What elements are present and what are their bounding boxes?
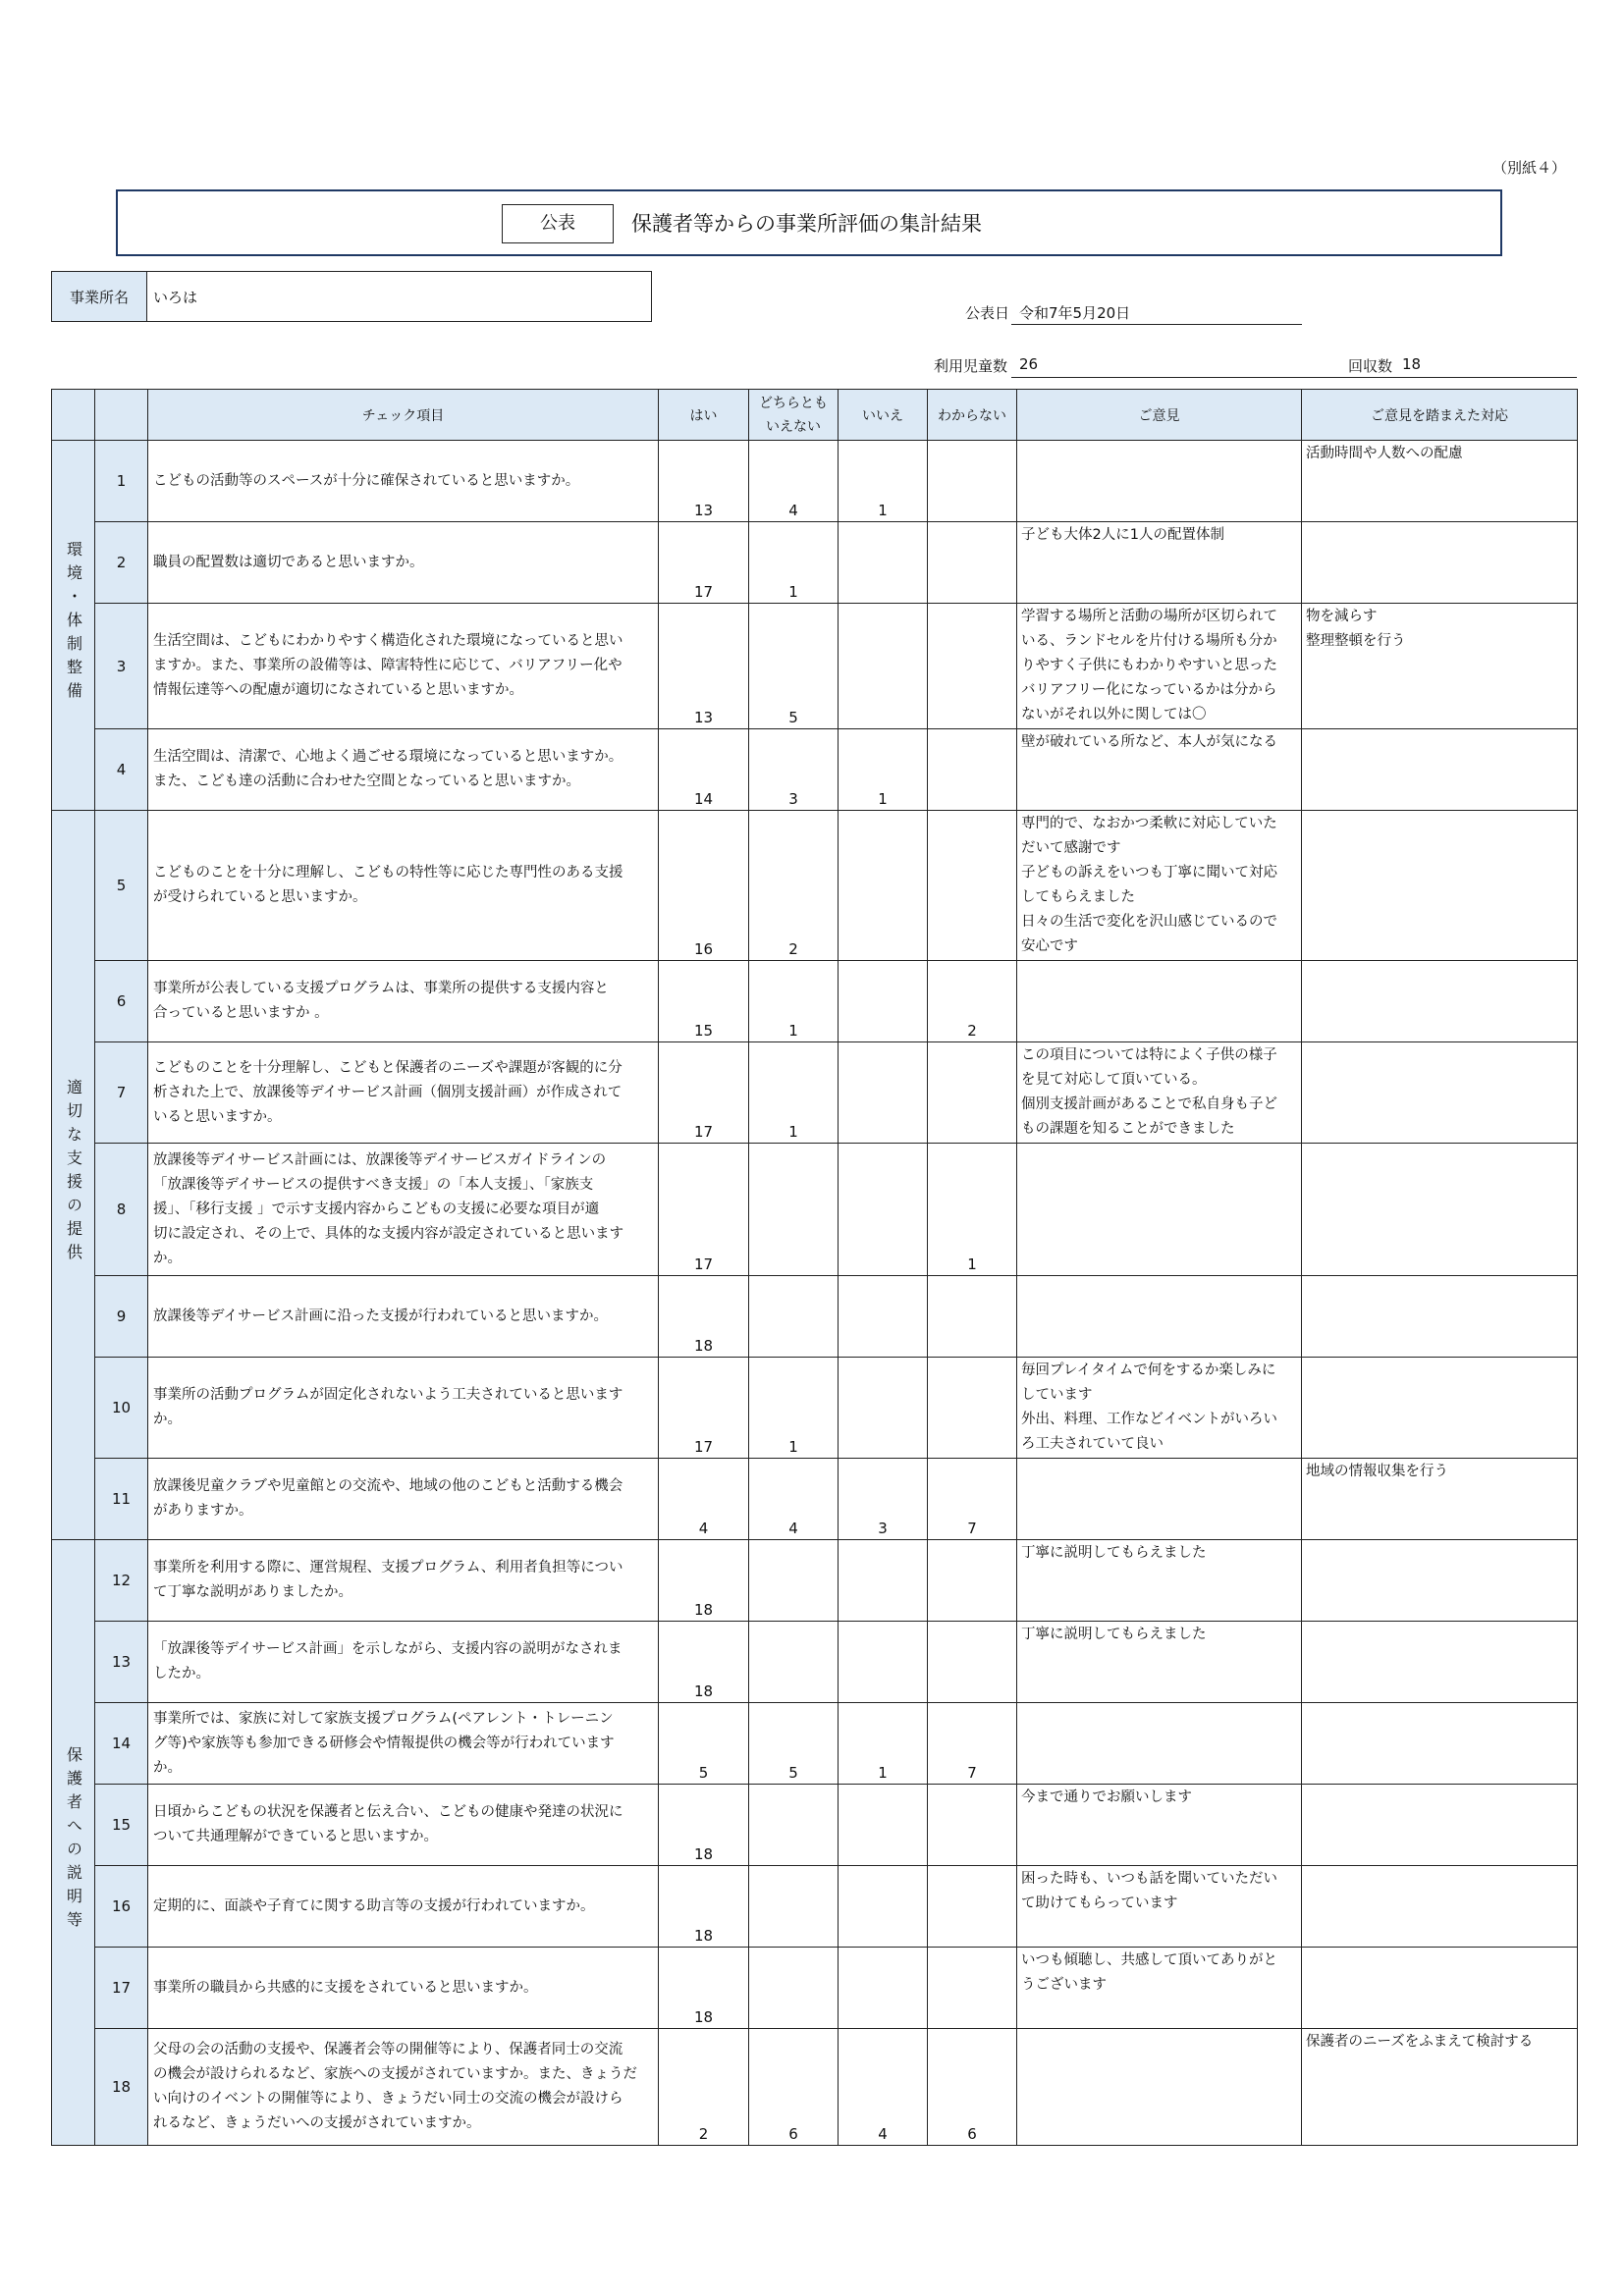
opinion-line: ないがそれ以外に関しては〇 xyxy=(1021,707,1207,722)
q-line: 放課後等デイサービス計画には、放課後等デイサービスガイドラインの xyxy=(153,1151,607,1168)
count-no: 1 xyxy=(839,729,928,811)
table-row xyxy=(52,1276,1578,1358)
question-text xyxy=(148,961,659,1042)
count-unknown xyxy=(928,1948,1017,2029)
opinion-line: 困った時も、いつも話を聞いていただい xyxy=(1021,1871,1277,1887)
opinion-line: 子ども大体2人に1人の配置体制 xyxy=(1021,527,1224,543)
table-row xyxy=(52,961,1578,1042)
table-row xyxy=(52,1459,1578,1540)
opinion-line: て助けてもらっています xyxy=(1021,1896,1178,1911)
response-line: 保護者のニーズをふまえて検討する xyxy=(1306,2034,1534,2050)
section-label xyxy=(52,1540,95,2146)
opinion-cell xyxy=(1017,2029,1302,2146)
response-line: 整理整頓を行う xyxy=(1306,633,1406,649)
count-yes: 13 xyxy=(659,604,749,729)
response-line: 活動時間や人数への配慮 xyxy=(1306,446,1463,461)
q-line: の機会が設けられるなど、家族への支援がされていますか。また、きょうだ xyxy=(153,2066,637,2082)
response-cell xyxy=(1302,1459,1578,1540)
row-number: 9 xyxy=(95,1276,148,1358)
count-no xyxy=(839,961,928,1042)
response-cell xyxy=(1302,811,1578,961)
count-no xyxy=(839,522,928,604)
opinion-line: 子どもの訴えをいつも丁寧に聞いて対応 xyxy=(1021,865,1277,881)
question-text xyxy=(148,2029,659,2146)
count-unknown xyxy=(928,1358,1017,1459)
q-line: か。 xyxy=(153,1412,182,1427)
table-header xyxy=(52,390,1578,441)
annex-label: （別紙４） xyxy=(1492,159,1567,177)
opinion-cell xyxy=(1017,1703,1302,1785)
row-number: 5 xyxy=(95,811,148,961)
count-unknown xyxy=(928,729,1017,811)
opinion-cell xyxy=(1017,1622,1302,1703)
q-line: したか。 xyxy=(153,1666,210,1682)
section-label-text: 適切な支援の提供 xyxy=(64,1079,83,1267)
q-line: 合っていると思いますか 。 xyxy=(153,1005,329,1021)
opinion-cell xyxy=(1017,1948,1302,2029)
count-unknown xyxy=(928,1276,1017,1358)
response-cell xyxy=(1302,1948,1578,2029)
count-neither xyxy=(749,1144,839,1276)
count-no: 1 xyxy=(839,441,928,522)
opinion-cell xyxy=(1017,1144,1302,1276)
q-line: が受けられていると思いますか。 xyxy=(153,889,367,905)
q-line: い向けのイベントの開催等により、きょうだい同士の交流の機会が設けら xyxy=(153,2091,623,2107)
count-no xyxy=(839,1948,928,2029)
count-yes: 18 xyxy=(659,1622,749,1703)
row-number: 8 xyxy=(95,1144,148,1276)
header-unknown: わからない xyxy=(928,390,1017,441)
count-no xyxy=(839,1358,928,1459)
count-neither: 1 xyxy=(749,522,839,604)
count-unknown xyxy=(928,1866,1017,1948)
q-line: 生活空間は、清潔で、心地よく過ごせる環境になっていると思いますか。 xyxy=(153,749,623,765)
count-unknown xyxy=(928,1785,1017,1866)
q-line: 援」、「移行支援 」で示す支援内容からこどもの支援に必要な項目が適 xyxy=(153,1201,600,1217)
section-label-text: 環境・体制整備 xyxy=(64,541,83,706)
count-unknown: 2 xyxy=(928,961,1017,1042)
opinion-line: 専門的で、なおかつ柔軟に対応していた xyxy=(1021,816,1277,831)
question-text xyxy=(148,1540,659,1622)
response-line: 地域の情報収集を行う xyxy=(1306,1464,1448,1479)
row-number: 3 xyxy=(95,604,148,729)
count-neither xyxy=(749,1540,839,1622)
count-no xyxy=(839,1785,928,1866)
section-label-text: 保護者への説明等 xyxy=(64,1746,83,1935)
question-text xyxy=(148,522,659,604)
opinion-cell xyxy=(1017,961,1302,1042)
response-cell xyxy=(1302,1866,1578,1948)
count-yes: 18 xyxy=(659,1276,749,1358)
question-text xyxy=(148,441,659,522)
table-body xyxy=(52,441,1578,2146)
q-line: グ等)や家族等も参加できる研修会や情報提供の機会等が行われています xyxy=(153,1735,615,1751)
count-yes: 18 xyxy=(659,1866,749,1948)
count-unknown: 1 xyxy=(928,1144,1017,1276)
question-text xyxy=(148,729,659,811)
response-line: 物を減らす xyxy=(1306,609,1378,624)
count-neither: 4 xyxy=(749,1459,839,1540)
opinion-cell xyxy=(1017,811,1302,961)
q-line: また、こども達の活動に合わせた空間となっていると思いますか。 xyxy=(153,774,580,789)
opinion-line: 個別支援計画があることで私自身も子ど xyxy=(1021,1096,1277,1112)
opinion-cell xyxy=(1017,729,1302,811)
count-no: 3 xyxy=(839,1459,928,1540)
count-neither: 5 xyxy=(749,604,839,729)
q-line: がありますか。 xyxy=(153,1503,253,1519)
table-row xyxy=(52,1866,1578,1948)
opinion-cell xyxy=(1017,1866,1302,1948)
count-no xyxy=(839,604,928,729)
table-row xyxy=(52,1042,1578,1144)
count-no xyxy=(839,811,928,961)
opinion-line: 外出、料理、工作などイベントがいろい xyxy=(1021,1412,1277,1427)
count-no: 1 xyxy=(839,1703,928,1785)
count-unknown xyxy=(928,811,1017,961)
count-yes: 17 xyxy=(659,522,749,604)
count-neither: 5 xyxy=(749,1703,839,1785)
opinion-line: を見て対応して頂いている。 xyxy=(1021,1072,1207,1088)
opinion-line: 毎回プレイタイムで何をするか楽しみに xyxy=(1021,1362,1276,1378)
response-cell xyxy=(1302,1144,1578,1276)
response-cell xyxy=(1302,1358,1578,1459)
q-line: 「放課後等デイサービス計画」を示しながら、支援内容の説明がなされま xyxy=(153,1641,623,1657)
users-value: 26 xyxy=(1019,355,1039,373)
opinion-line: 今まで通りでお願いします xyxy=(1021,1789,1192,1805)
count-yes: 18 xyxy=(659,1785,749,1866)
opinion-line: いる、ランドセルを片付ける場所も分か xyxy=(1021,633,1277,649)
publish-date-value: 令和7年5月20日 xyxy=(1019,304,1131,322)
count-no xyxy=(839,1540,928,1622)
table-row xyxy=(52,441,1578,522)
row-number: 4 xyxy=(95,729,148,811)
q-line: いると思いますか。 xyxy=(153,1108,282,1125)
table-row xyxy=(52,522,1578,604)
count-unknown xyxy=(928,522,1017,604)
q-line: 定期的に、面談や子育てに関する助言等の支援が行われていますか。 xyxy=(153,1897,595,1914)
header-section xyxy=(52,390,95,441)
opinion-line: 丁寧に説明してもらえました xyxy=(1021,1545,1207,1561)
facility-label: 事業所名 xyxy=(52,272,147,321)
section-label xyxy=(52,811,95,1540)
question-text xyxy=(148,811,659,961)
table-row xyxy=(52,1703,1578,1785)
opinion-cell xyxy=(1017,1459,1302,1540)
question-text xyxy=(148,1459,659,1540)
header-response: ご意見を踏まえた対応 xyxy=(1302,390,1578,441)
title-box xyxy=(116,189,1502,256)
table-row xyxy=(52,2029,1578,2146)
question-text xyxy=(148,1042,659,1144)
opinion-cell xyxy=(1017,441,1302,522)
table-row xyxy=(52,604,1578,729)
response-cell xyxy=(1302,2029,1578,2146)
q-line: 事業所が公表している支援プログラムは、事業所の提供する支援内容と xyxy=(153,981,609,996)
response-cell xyxy=(1302,604,1578,729)
count-neither xyxy=(749,1785,839,1866)
count-unknown xyxy=(928,1042,1017,1144)
count-yes: 17 xyxy=(659,1042,749,1144)
count-unknown xyxy=(928,1540,1017,1622)
opinion-line: うございます xyxy=(1021,1977,1107,1993)
count-unknown xyxy=(928,441,1017,522)
section-label xyxy=(52,441,95,811)
count-neither xyxy=(749,1276,839,1358)
q-line: 事業所の活動プログラムが固定化されないよう工夫されていると思います xyxy=(153,1387,623,1403)
opinion-line: 壁が破れている所など、本人が気になる xyxy=(1021,734,1277,750)
opinion-line: ろ工夫されていて良い xyxy=(1021,1436,1164,1452)
q-line: か。 xyxy=(153,1250,182,1266)
count-neither: 1 xyxy=(749,961,839,1042)
evaluation-table xyxy=(51,389,1578,2146)
opinion-line: 安心です xyxy=(1021,938,1078,954)
opinion-line: しています xyxy=(1021,1387,1093,1403)
q-line: ますか。また、事業所の設備等は、障害特性に応じて、バリアフリー化や xyxy=(153,658,623,673)
count-yes: 2 xyxy=(659,2029,749,2146)
count-no xyxy=(839,1276,928,1358)
table-row xyxy=(52,1144,1578,1276)
facility-name-box xyxy=(51,271,652,322)
q-line: 職員の配置数は適切であると思いますか。 xyxy=(153,554,424,570)
q-line: 日頃からこどもの状況を保護者と伝え合い、こどもの健康や発達の状況に xyxy=(153,1804,623,1820)
count-neither: 4 xyxy=(749,441,839,522)
count-neither: 6 xyxy=(749,2029,839,2146)
count-yes: 4 xyxy=(659,1459,749,1540)
facility-value: いろは xyxy=(153,288,198,306)
count-yes: 14 xyxy=(659,729,749,811)
opinion-line: いつも傾聴し、共感して頂いてありがと xyxy=(1021,1952,1277,1968)
q-line: こどものことを十分理解し、こどもと保護者のニーズや課題が客観的に分 xyxy=(153,1059,623,1076)
count-yes: 17 xyxy=(659,1358,749,1459)
count-no xyxy=(839,1042,928,1144)
header-item: チェック項目 xyxy=(148,390,659,441)
count-neither: 1 xyxy=(749,1358,839,1459)
opinion-line: 丁寧に説明してもらえました xyxy=(1021,1627,1207,1642)
row-number: 13 xyxy=(95,1622,148,1703)
q-line: ついて共通理解ができていると思いますか。 xyxy=(153,1829,438,1844)
count-unknown: 7 xyxy=(928,1703,1017,1785)
opinion-line: 学習する場所と活動の場所が区切られて xyxy=(1021,609,1277,624)
q-line: 切に設定され、その上で、具体的な支援内容が設定されていると思います xyxy=(153,1225,624,1242)
question-text xyxy=(148,1785,659,1866)
response-cell xyxy=(1302,1276,1578,1358)
opinion-cell xyxy=(1017,1042,1302,1144)
users-underline xyxy=(1011,377,1577,378)
count-no xyxy=(839,1144,928,1276)
opinion-line: りやすく子供にもわかりやすいと思った xyxy=(1021,658,1277,673)
table-row xyxy=(52,1540,1578,1622)
question-text xyxy=(148,1622,659,1703)
table-row xyxy=(52,1785,1578,1866)
count-unknown: 7 xyxy=(928,1459,1017,1540)
q-line: 「放課後等デイサービスの提供すべき支援」の「本人支援」、「家族支 xyxy=(153,1176,594,1193)
header-no: いいえ xyxy=(839,390,928,441)
opinion-cell xyxy=(1017,1276,1302,1358)
opinion-cell xyxy=(1017,1785,1302,1866)
row-number: 7 xyxy=(95,1042,148,1144)
count-yes: 16 xyxy=(659,811,749,961)
question-text xyxy=(148,1703,659,1785)
count-unknown xyxy=(928,604,1017,729)
table-row xyxy=(52,1948,1578,2029)
header-opinion: ご意見 xyxy=(1017,390,1302,441)
row-number: 2 xyxy=(95,522,148,604)
response-cell xyxy=(1302,729,1578,811)
opinion-line: 日々の生活で変化を沢山感じているので xyxy=(1021,914,1277,930)
row-number: 17 xyxy=(95,1948,148,2029)
response-cell xyxy=(1302,1042,1578,1144)
q-line: 放課後等デイサービス計画に沿った支援が行われていると思いますか。 xyxy=(153,1308,608,1324)
q-line: 事業所では、家族に対して家族支援プログラム(ペアレント・トレーニン xyxy=(153,1710,614,1727)
count-yes: 5 xyxy=(659,1703,749,1785)
q-line: 事業所を利用する際に、運営規程、支援プログラム、利用者負担等につい xyxy=(153,1560,623,1575)
row-number: 16 xyxy=(95,1866,148,1948)
q-line: れるなど、きょうだいへの支援がされていますか。 xyxy=(153,2115,481,2131)
q-line: か。 xyxy=(153,1759,182,1776)
count-neither xyxy=(749,1948,839,2029)
q-line: 情報伝達等への配慮が適切になされていると思いますか。 xyxy=(153,682,523,698)
count-neither xyxy=(749,1622,839,1703)
response-cell xyxy=(1302,1703,1578,1785)
count-no: 4 xyxy=(839,2029,928,2146)
header-number xyxy=(95,390,148,441)
responses-value: 18 xyxy=(1402,355,1422,373)
page-title: 保護者等からの事業所評価の集計結果 xyxy=(631,212,982,236)
q-line: 生活空間は、こどもにわかりやすく構造化された環境になっていると思い xyxy=(153,633,623,649)
count-unknown: 6 xyxy=(928,2029,1017,2146)
row-number: 18 xyxy=(95,2029,148,2146)
response-cell xyxy=(1302,441,1578,522)
response-cell xyxy=(1302,1540,1578,1622)
response-cell xyxy=(1302,1785,1578,1866)
row-number: 1 xyxy=(95,441,148,522)
count-neither: 3 xyxy=(749,729,839,811)
row-number: 11 xyxy=(95,1459,148,1540)
row-number: 12 xyxy=(95,1540,148,1622)
row-number: 14 xyxy=(95,1703,148,1785)
response-cell xyxy=(1302,522,1578,604)
q-line: 父母の会の活動の支援や、保護者会等の開催等により、保護者同士の交流 xyxy=(153,2042,623,2057)
table-row xyxy=(52,1358,1578,1459)
q-line: 放課後児童クラブや児童館との交流や、地域の他のこどもと活動する機会 xyxy=(153,1478,623,1494)
question-text xyxy=(148,1144,659,1276)
count-no xyxy=(839,1622,928,1703)
responses-label: 回収数 xyxy=(1348,357,1393,375)
count-yes: 17 xyxy=(659,1144,749,1276)
opinion-cell xyxy=(1017,604,1302,729)
opinion-cell xyxy=(1017,1540,1302,1622)
q-line: こどもの活動等のスペースが十分に確保されていると思いますか。 xyxy=(153,472,580,489)
q-line: 析された上で、放課後等デイサービス計画（個別支援計画）が作成されて xyxy=(153,1084,623,1100)
question-text xyxy=(148,1866,659,1948)
opinion-line: バリアフリー化になっているかは分から xyxy=(1021,682,1277,698)
table-row xyxy=(52,811,1578,961)
count-unknown xyxy=(928,1622,1017,1703)
table-row xyxy=(52,729,1578,811)
count-neither: 2 xyxy=(749,811,839,961)
header-neither: どちらとも いえない xyxy=(749,390,839,441)
count-yes: 13 xyxy=(659,441,749,522)
count-neither: 1 xyxy=(749,1042,839,1144)
opinion-cell xyxy=(1017,1358,1302,1459)
question-text xyxy=(148,604,659,729)
count-yes: 18 xyxy=(659,1540,749,1622)
opinion-line: だいて感謝です xyxy=(1021,840,1121,856)
table-row xyxy=(52,1622,1578,1703)
publish-tag: 公表 xyxy=(502,204,614,243)
opinion-line: してもらえました xyxy=(1021,889,1135,905)
q-line: こどものことを十分に理解し、こどもの特性等に応じた専門性のある支援 xyxy=(153,865,623,881)
question-text xyxy=(148,1948,659,2029)
row-number: 6 xyxy=(95,961,148,1042)
publish-date-underline xyxy=(1011,324,1302,325)
users-label: 利用児童数 xyxy=(934,357,1008,375)
q-line: 事業所の職員から共感的に支援をされていると思いますか。 xyxy=(153,1979,538,1996)
header-yes: はい xyxy=(659,390,749,441)
count-yes: 15 xyxy=(659,961,749,1042)
opinion-line: この項目については特によく子供の様子 xyxy=(1021,1047,1277,1063)
count-neither xyxy=(749,1866,839,1948)
count-yes: 18 xyxy=(659,1948,749,2029)
count-no xyxy=(839,1866,928,1948)
publish-date-label: 公表日 xyxy=(965,304,1010,322)
response-cell xyxy=(1302,1622,1578,1703)
question-text xyxy=(148,1276,659,1358)
opinion-line: もの課題を知ることができました xyxy=(1021,1121,1235,1137)
row-number: 15 xyxy=(95,1785,148,1866)
q-line: て丁寧な説明がありましたか。 xyxy=(153,1584,352,1600)
row-number: 10 xyxy=(95,1358,148,1459)
question-text xyxy=(148,1358,659,1459)
response-cell xyxy=(1302,961,1578,1042)
opinion-cell xyxy=(1017,522,1302,604)
